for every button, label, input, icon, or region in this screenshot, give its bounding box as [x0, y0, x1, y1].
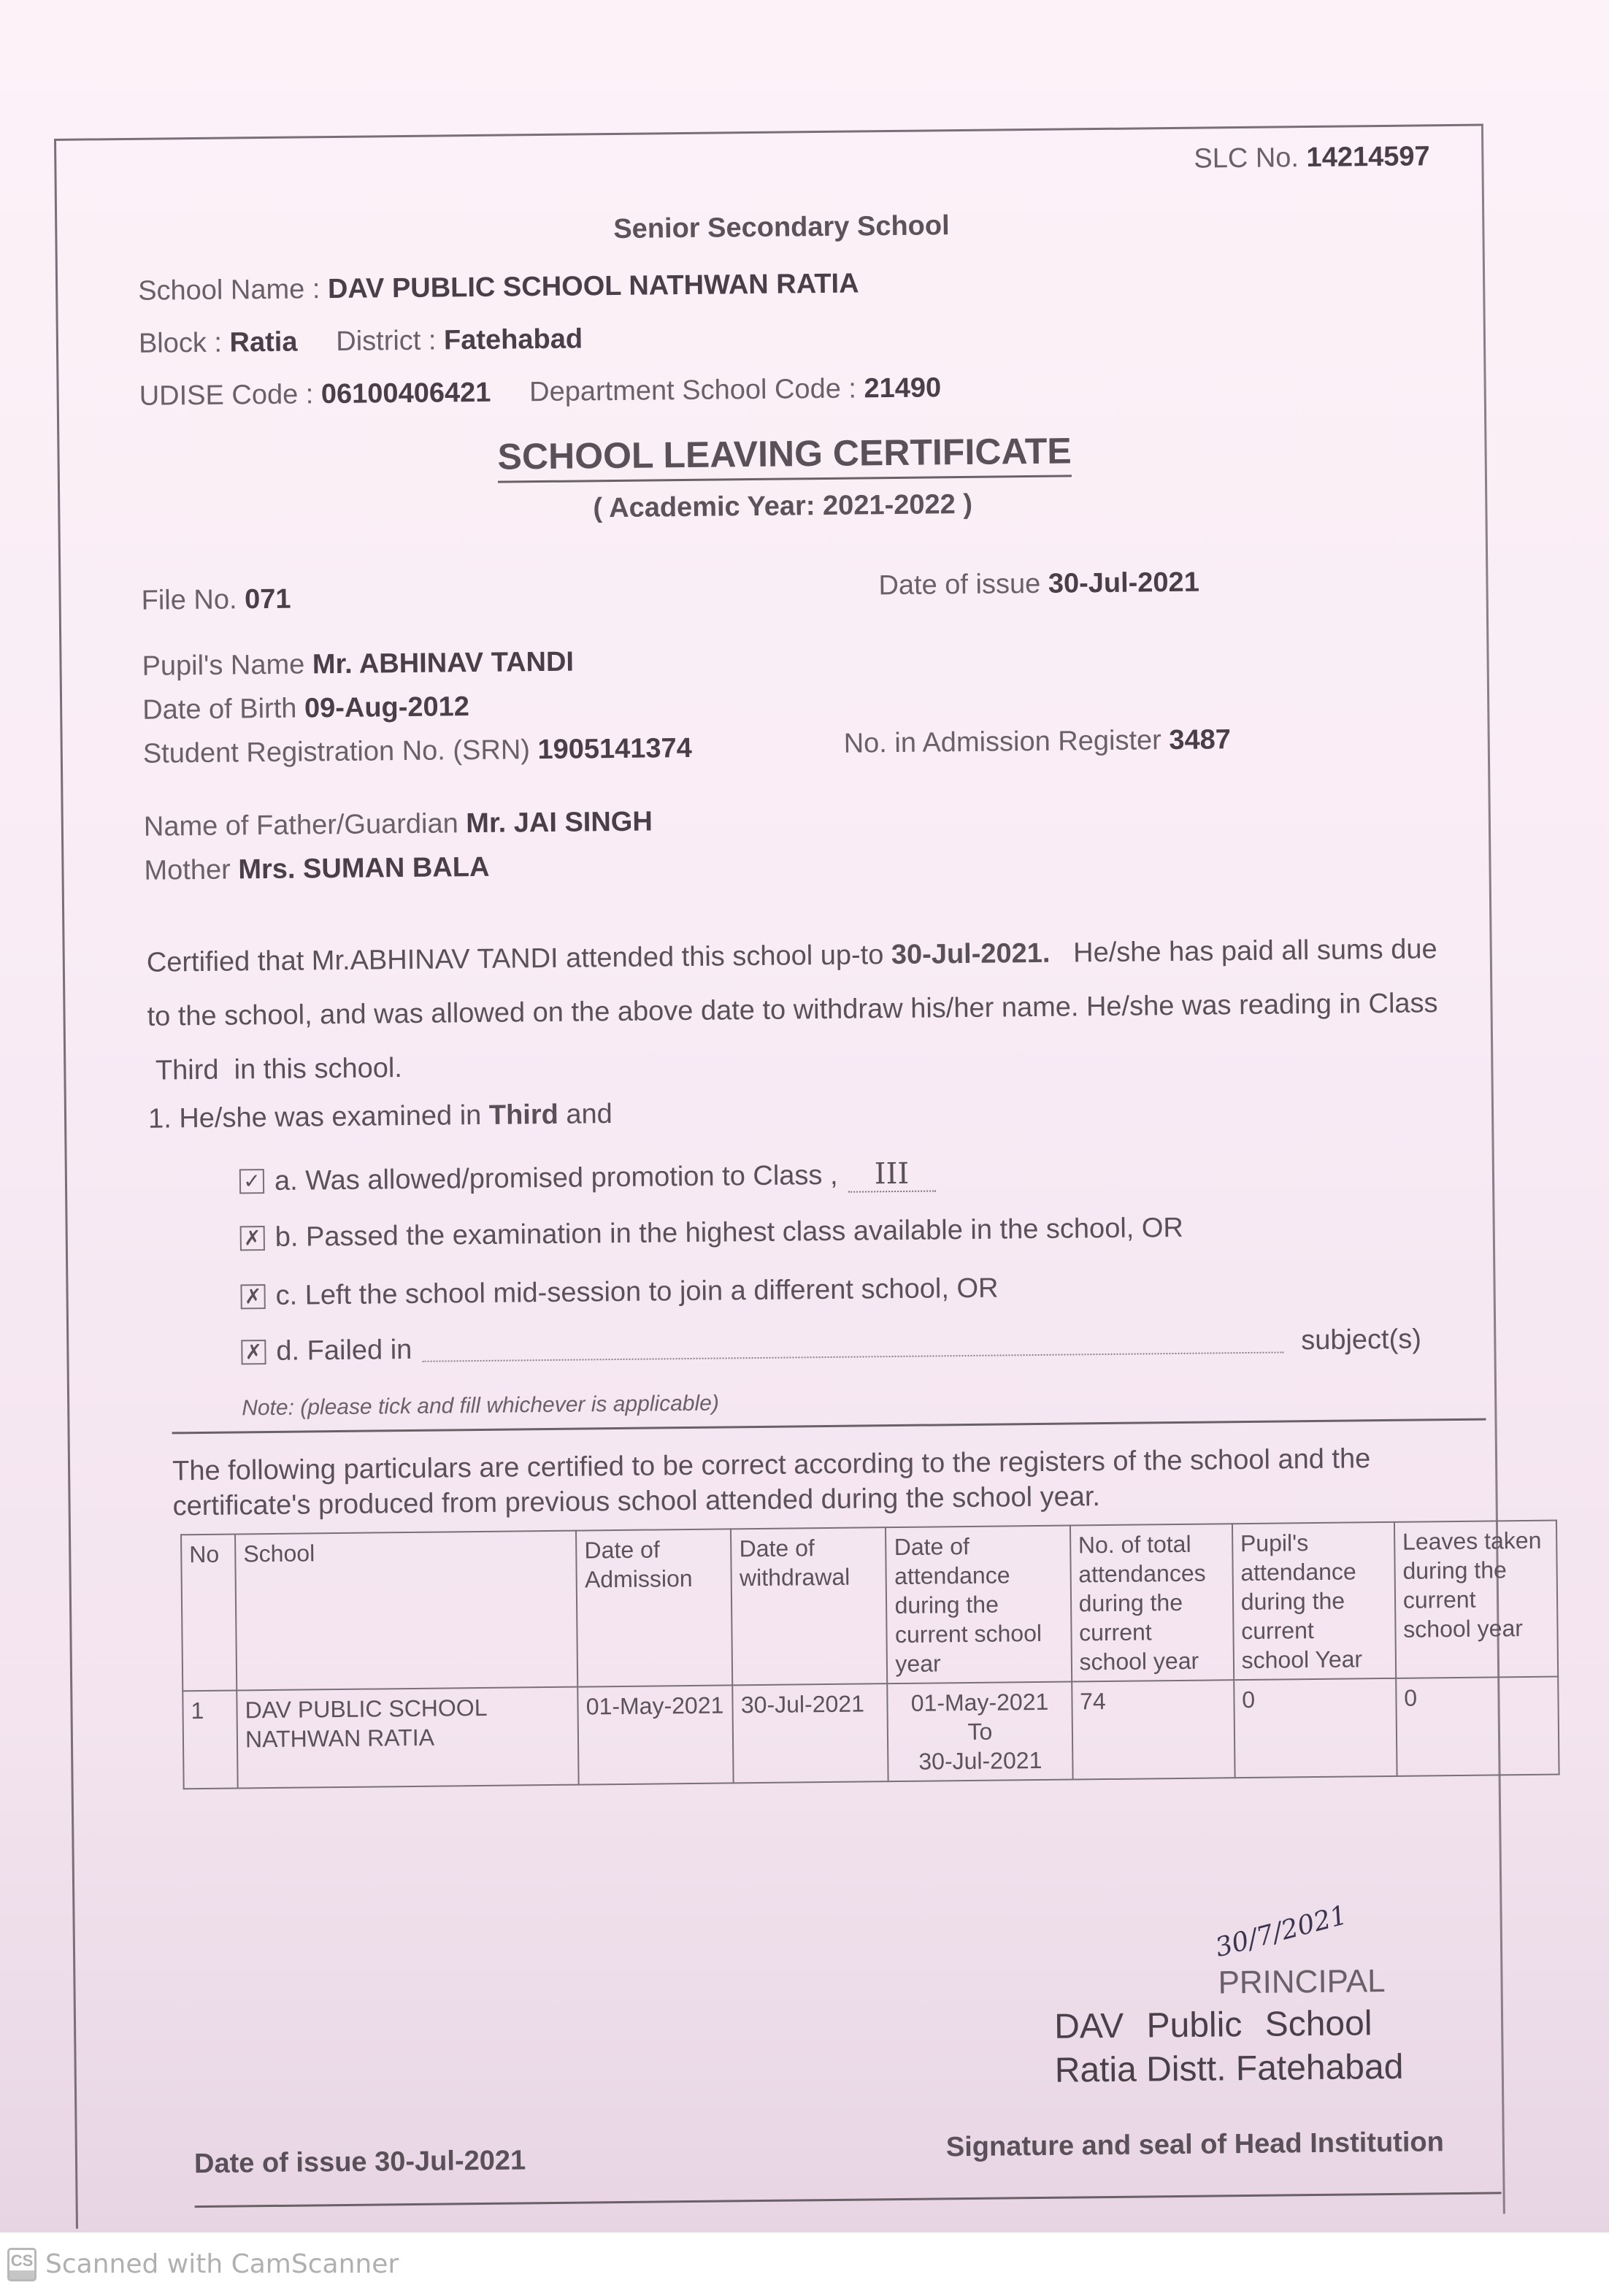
- cell-attendance-dates: 01-May-2021 To 30-Jul-2021: [888, 1682, 1073, 1782]
- student-registration-number: Student Registration No. (SRN) 1905141374: [142, 732, 693, 769]
- option-a: ✓ a. Was allowed/promised promotion to Class , III: [239, 1156, 936, 1199]
- cell-school: DAV PUBLIC SCHOOL NATHWAN RATIA: [237, 1687, 579, 1789]
- col-attendance-dates: Date of attendance during the current school year: [886, 1526, 1071, 1684]
- date-of-issue: Date of issue 30-Jul-2021: [878, 567, 1200, 602]
- school-name-row: School Name : DAV PUBLIC SCHOOL NATHWAN RATIA: [137, 268, 859, 307]
- date-of-birth: Date of Birth 09-Aug-2012: [142, 691, 470, 726]
- cell-admission: 01-May-2021: [578, 1685, 734, 1784]
- promotion-class-value: III: [848, 1156, 935, 1192]
- mother-name: Mother Mrs. SUMAN BALA: [144, 851, 490, 886]
- col-pupil-attendance: Pupil's attendance during the current school Year: [1232, 1522, 1396, 1680]
- checkbox-a[interactable]: ✓: [239, 1169, 264, 1194]
- slc-number: SLC No. 14214597: [1194, 141, 1430, 174]
- checkbox-d[interactable]: ✗: [241, 1340, 266, 1364]
- school-type: Senior Secondary School: [613, 210, 950, 245]
- signature-caption: Signature and seal of Head Institution: [945, 2127, 1445, 2163]
- handwritten-signature: 30/7/2021: [1212, 1900, 1351, 1964]
- attendance-table: [180, 1520, 1560, 1790]
- certification-paragraph: Certified that Mr.ABHINAV TANDI attended this school up-to 30-Jul-2021. He/she has paid all sums due to the school, and was allowed on the above date to withdraw his/her name. He/she was reading in Class Third in this school.: [146, 934, 1438, 1086]
- col-school: School: [235, 1531, 577, 1691]
- cell-pupil-attendance: 0: [1234, 1678, 1397, 1778]
- pupil-name: Pupil's Name Mr. ABHINAV TANDI: [142, 646, 575, 682]
- certificate-title: SCHOOL LEAVING CERTIFICATE: [497, 429, 1072, 483]
- checkbox-c[interactable]: ✗: [240, 1284, 265, 1309]
- col-withdrawal: Date of withdrawal: [731, 1527, 887, 1685]
- bottom-divider: [195, 2192, 1502, 2208]
- option-c: ✗ c. Left the school mid-session to join a different school, OR: [240, 1273, 998, 1313]
- failed-subjects-blank: [422, 1329, 1283, 1362]
- seal-line-2: Ratia Distt. Fatehabad: [1054, 2047, 1404, 2090]
- camscanner-logo-icon: CS: [7, 2248, 37, 2281]
- col-total-attendances: No. of total attendances during the current school year: [1070, 1524, 1234, 1681]
- father-name: Name of Father/Guardian Mr. JAI SINGH: [143, 806, 653, 842]
- principal-stamp: PRINCIPAL: [1218, 1963, 1386, 2001]
- col-leaves: Leaves taken during the current school year: [1394, 1521, 1558, 1678]
- exam-statement: 1. He/she was examined in Third and: [147, 1099, 613, 1134]
- checkbox-b[interactable]: ✗: [240, 1226, 265, 1251]
- option-b: ✗ b. Passed the examination in the highest class available in the school, OR: [240, 1213, 1184, 1254]
- cell-leaves: 0: [1396, 1677, 1559, 1776]
- seal-line-1: DAV Public School: [1053, 2004, 1372, 2046]
- col-no: No: [181, 1535, 237, 1692]
- block-district-row: Block : Ratia District : Fatehabad: [138, 323, 583, 359]
- note: Note: (please tick and fill whichever is applicable): [242, 1391, 720, 1421]
- cell-withdrawal: 30-Jul-2021: [733, 1683, 889, 1783]
- admission-register-number: No. in Admission Register 3487: [843, 724, 1232, 759]
- col-admission: Date of Admission: [576, 1529, 732, 1686]
- certificate-sheet: [54, 123, 1542, 2228]
- table-row: [183, 1677, 1559, 1789]
- cell-total-attendances: 74: [1072, 1680, 1235, 1779]
- option-d: ✗ d. Failed in subject(s): [241, 1324, 1421, 1367]
- cell-no: 1: [183, 1690, 237, 1789]
- scanner-watermark: Scanned with CamScanner: [45, 2249, 399, 2279]
- particulars-intro: The following particulars are certified to be correct according to the registers of the school and the certificate's produced from previous school attended during the school year.: [172, 1443, 1371, 1522]
- scanner-footer: [0, 2232, 1609, 2296]
- table-header-row: [181, 1521, 1558, 1692]
- codes-row: UDISE Code : 06100406421 Department School Code : 21490: [139, 372, 942, 412]
- academic-year: ( Academic Year: 2021-2022 ): [593, 488, 973, 524]
- divider: [172, 1418, 1486, 1435]
- footer-date-of-issue: Date of issue 30-Jul-2021: [193, 2145, 526, 2180]
- file-number: File No. 071: [141, 583, 291, 616]
